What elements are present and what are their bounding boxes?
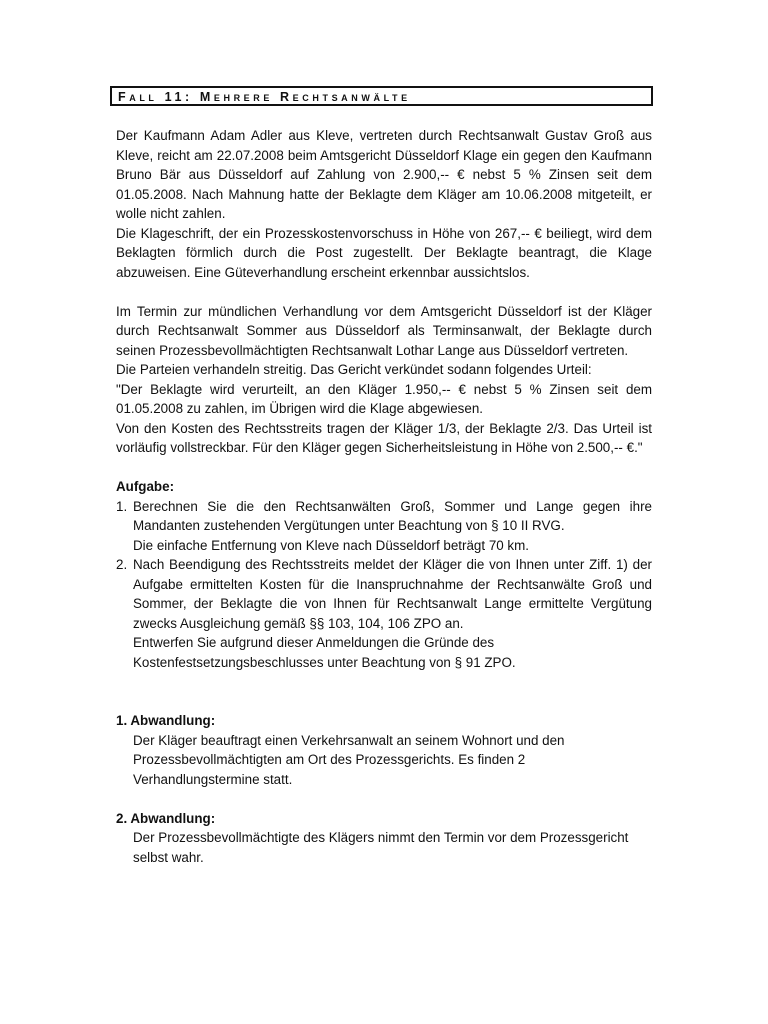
- judgment-paragraph-2: Von den Kosten des Rechtsstreits tragen der Kläger 1/3, der Beklagte 2/3. Das Urteil ist vorläufig vollstreckbar. Für den Kläger gegen Sicherheitsleistung in Höhe von 2.500,-- €.": [116, 420, 652, 455]
- task-text: Berechnen Sie die den Rechtsanwälten Groß, Sommer und Lange gegen ihre Mandanten zustehenden Vergütungen unter Beachtung von § 10 II RVG.: [133, 498, 652, 533]
- spacer: [116, 692, 652, 712]
- variant-text: Der Prozessbevollmächtigte des Klägers nimmt den Termin vor dem Prozessgericht selbst wahr.: [133, 830, 629, 865]
- task-number: 2.: [116, 557, 128, 572]
- spacer: [116, 282, 652, 302]
- facts-paragraph-3: Im Termin zur mündlichen Verhandlung vor dem Amtsgericht Düsseldorf ist der Kläger durch Rechtsanwalt Sommer aus Düsseldorf als Terminsanwalt, der Beklagte durch seinen Prozessbevollmächtigten Rechtsanwalt Lothar Lange aus Düsseldorf vertreten.: [116, 303, 652, 358]
- task-text: Nach Beendigung des Rechtsstreits meldet der Kläger die von Ihnen unter Ziff. 1) der Aufgabe ermittelten Kosten für die Inanspruchnahme der Rechtsanwälte Groß und Sommer, der Beklagte die von Ihnen für Rechtsanwalt Lange ermittelte Vergütung zwecks Ausgleichung gemäß §§ 103, 104, 106 ZPO an.: [133, 557, 652, 631]
- task-heading: Aufgabe:: [116, 479, 175, 494]
- variant-text: Der Kläger beauftragt einen Verkehrsanwalt an seinem Wohnort und den Prozessbevollmächtigten am Ort des Prozessgerichts. Es finden 2 Verhandlungstermine statt.: [133, 732, 565, 787]
- variant-2: [116, 809, 652, 868]
- case-body: [116, 126, 652, 867]
- task-note: Die einfache Entfernung von Kleve nach Düsseldorf beträgt 70 km.: [133, 537, 529, 553]
- task-item: [116, 497, 652, 556]
- task-number: 1.: [116, 498, 128, 514]
- facts-paragraph-2: Die Klageschrift, der ein Prozesskostenvorschuss in Höhe von 267,-- € beiliegt, wird dem Beklagten förmlich durch die Post zugestellt. Der Beklagte beantragt, die Klage abzuweisen. Eine Güteverhandlung erscheint erkennbar aussichtslos.: [116, 225, 652, 280]
- task-item: [116, 555, 652, 672]
- title-box: [110, 86, 653, 106]
- variant-heading: 1. Abwandlung:: [116, 713, 216, 728]
- variant-1: [116, 711, 652, 789]
- spacer: [116, 672, 652, 692]
- variant-heading: 2. Abwandlung:: [116, 810, 216, 826]
- case-title: Fall 11: Mehrere Rechtsanwälte: [118, 90, 411, 104]
- facts-paragraph-4: Die Parteien verhandeln streitig. Das Gericht verkündet sodann folgendes Urteil:: [116, 362, 592, 377]
- task-note: Entwerfen Sie aufgrund dieser Anmeldungen die Gründe des Kostenfestsetzungsbeschlusses unter Beachtung von § 91 ZPO.: [133, 635, 516, 670]
- task-list: [116, 497, 652, 673]
- facts-paragraph-1: Der Kaufmann Adam Adler aus Kleve, vertreten durch Rechtsanwalt Gustav Groß aus Kleve, reicht am 22.07.2008 beim Amtsgericht Düsseldorf Klage ein gegen den Kaufmann Bruno Bär aus Düsseldorf auf Zahlung von 2.900,-- € nebst 5 % Zinsen seit dem 01.05.2008. Nach Mahnung hatte der Beklagte dem Kläger am 10.06.2008 mitgeteilt, er wolle nicht zahlen.: [116, 128, 652, 221]
- spacer: [116, 458, 652, 478]
- judgment-paragraph-1: "Der Beklagte wird verurteilt, an den Kläger 1.950,-- € nebst 5 % Zinsen seit dem 01.05.2008 zu zahlen, im Übrigen wird die Klage abgewiesen.: [116, 381, 652, 416]
- spacer: [116, 789, 652, 809]
